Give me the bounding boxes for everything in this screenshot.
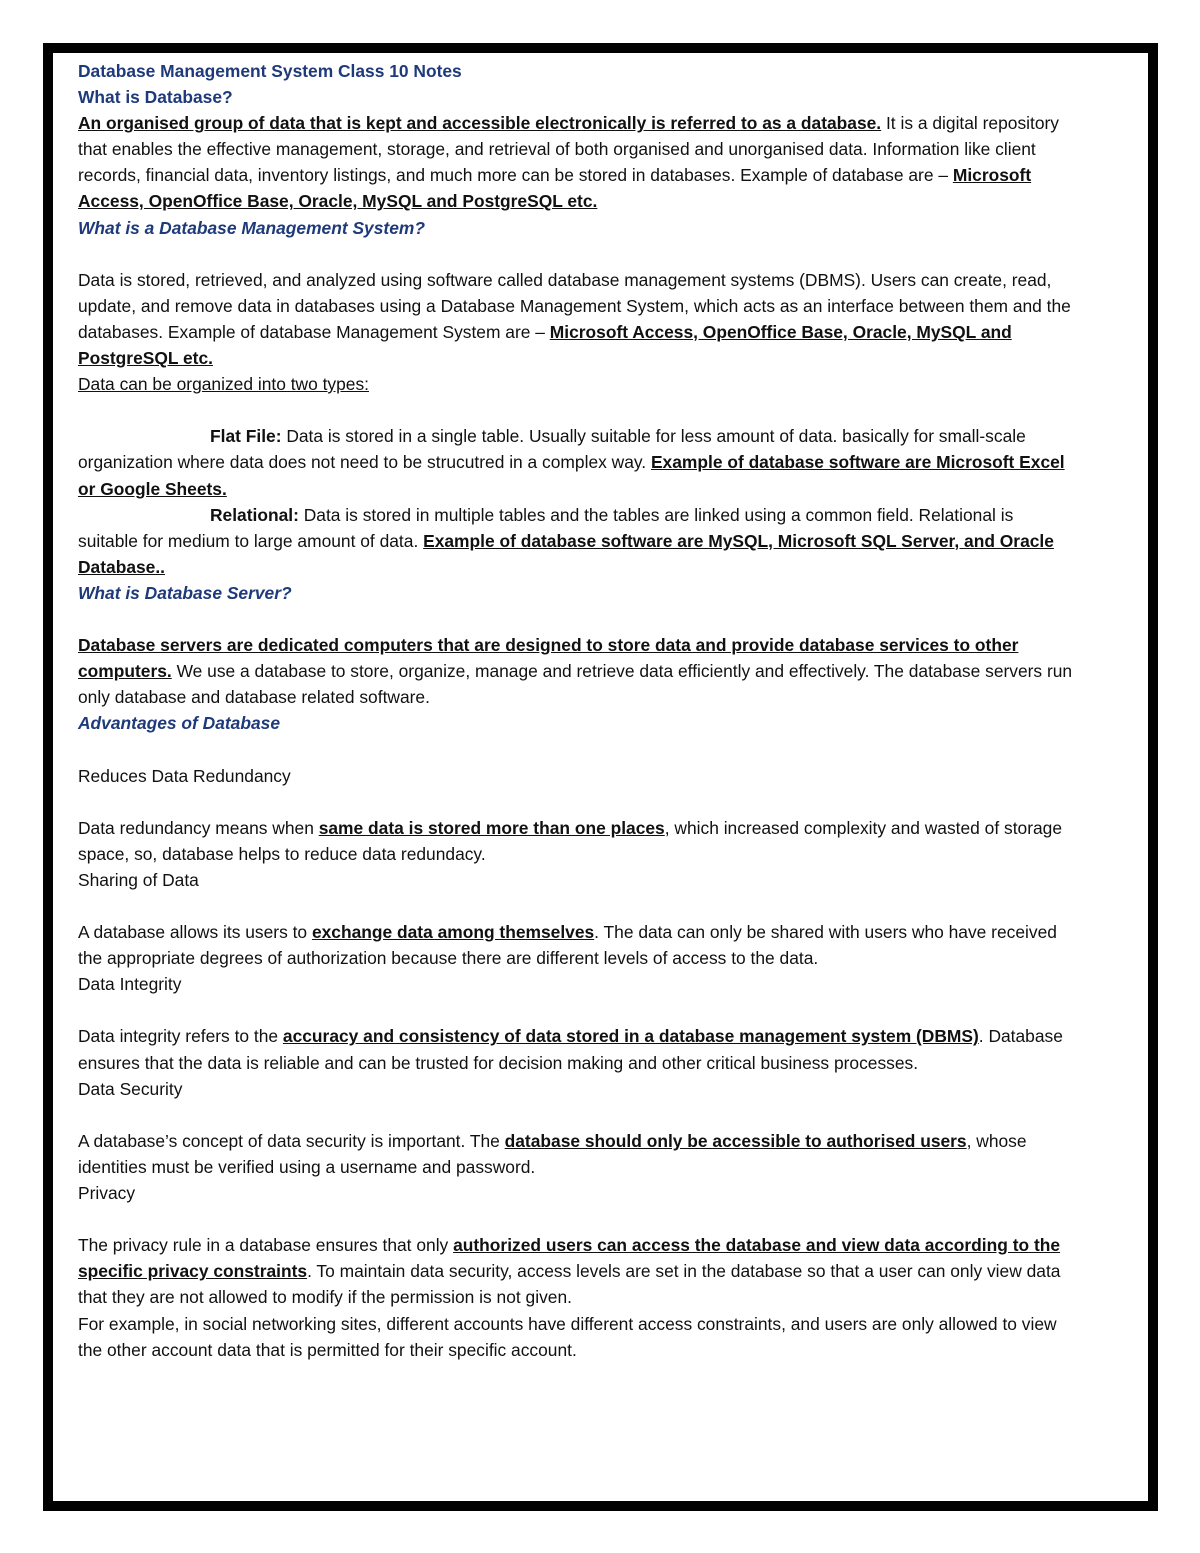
security-pre: A database’s concept of data security is important. The	[78, 1130, 505, 1151]
security-post: , whose identities must be verified using a username and password.	[78, 1130, 1027, 1177]
redundancy-title: Reduces Data Redundancy	[78, 765, 291, 786]
document-body	[78, 58, 1078, 1363]
integrity-post: . Database ensures that the data is reliable and can be trusted for decision making and other critical business processes.	[78, 1026, 1063, 1073]
paragraph-security	[78, 1128, 1078, 1180]
privacy-example: For example, in social networking sites, different accounts have different access constraints, and users are only allowed to view the other account data that is permitted for their specific account.	[78, 1313, 1057, 1360]
heading-what-is-database-server: What is Database Server?	[78, 582, 292, 603]
paragraph-database-server	[78, 632, 1078, 710]
privacy-title: Privacy	[78, 1183, 136, 1204]
integrity-pre: Data integrity refers to the	[78, 1026, 283, 1047]
heading-what-is-database: What is Database?	[78, 87, 233, 108]
privacy-key: authorized users can access the database and view data according to the specific privacy constraints	[78, 1235, 1061, 1282]
paragraph-dbms	[78, 267, 1078, 371]
database-server-description: We use a database to store, organize, manage and retrieve data efficiently and effectively. The database servers run only database and database related software.	[78, 661, 1073, 708]
paragraph-relational	[78, 502, 1078, 580]
integrity-key: accuracy and consistency of data stored in a database management system (DBMS)	[282, 1026, 979, 1047]
paragraph-integrity	[78, 1023, 1078, 1075]
sharing-pre: A database allows its users to	[78, 922, 312, 943]
database-examples: Microsoft Access, OpenOffice Base, Oracle, MySQL and PostgreSQL etc.	[78, 165, 1032, 212]
database-description: It is a digital repository that enables the effective management, storage, and retrieval of both organised and unorganised data. Information like client records, financial data, inventory listings, and much more can be stored in databases. Example of database are –	[78, 113, 1059, 186]
relational-label: Relational:	[210, 504, 299, 525]
sharing-post: . The data can only be shared with users who have received the appropriate degrees of authorization because there are different levels of access to the data.	[78, 922, 1057, 969]
flat-file-example: Example of database software are Microsoft Excel or Google Sheets.	[78, 452, 1065, 499]
document-title: Database Management System Class 10 Notes	[78, 61, 462, 81]
dbms-description: Data is stored, retrieved, and analyzed using software called database management systems (DBMS). Users can create, read, update, and remove data in databases using a Database Management System, which acts as an interface between them and the databases. Example of database Management System are –	[78, 269, 1071, 342]
dbms-examples: Microsoft Access, OpenOffice Base, Oracle, MySQL and PostgreSQL etc.	[78, 321, 1012, 369]
redundancy-post: , which increased complexity and wasted of storage space, so, database helps to reduce data redundacy.	[78, 817, 1063, 864]
security-key: database should only be accessible to authorised users	[504, 1130, 967, 1151]
integrity-title: Data Integrity	[78, 974, 182, 995]
security-title: Data Security	[78, 1078, 183, 1099]
redundancy-pre: Data redundancy means when	[78, 817, 319, 838]
relational-example: Example of database software are MySQL, Microsoft SQL Server, and Oracle Database..	[78, 530, 1054, 577]
flat-file-description: Data is stored in a single table. Usually suitable for less amount of data. basically for small-scale organization where data does not need to be strucutred in a complex way.	[78, 426, 1026, 473]
privacy-pre: The privacy rule in a database ensures that only	[78, 1235, 454, 1256]
paragraph-privacy	[78, 1232, 1078, 1310]
database-server-definition: Database servers are dedicated computers that are designed to store data and provide database services to other computers.	[78, 635, 1019, 682]
data-types-intro: Data can be organized into two types:	[78, 374, 369, 395]
flat-file-label: Flat File:	[210, 426, 282, 447]
privacy-post: . To maintain data security, access levels are set in the database so that a user can only view data that they are not allowed to modify if the permission is not given.	[78, 1261, 1061, 1308]
database-definition: An organised group of data that is kept and accessible electronically is referred to as a database.	[78, 113, 882, 134]
paragraph-sharing	[78, 919, 1078, 971]
sharing-title: Sharing of Data	[78, 869, 199, 890]
paragraph-redundancy	[78, 815, 1078, 867]
redundancy-key: same data is stored more than one places	[318, 817, 665, 838]
relational-description: Data is stored in multiple tables and the tables are linked using a common field. Relational is suitable for medium to large amount of data.	[78, 504, 1014, 551]
sharing-key: exchange data among themselves	[311, 922, 595, 943]
paragraph-flat-file	[78, 423, 1078, 501]
heading-what-is-dbms: What is a Database Management System?	[78, 217, 425, 238]
heading-advantages: Advantages of Database	[78, 713, 280, 734]
paragraph-database-definition	[78, 110, 1078, 214]
